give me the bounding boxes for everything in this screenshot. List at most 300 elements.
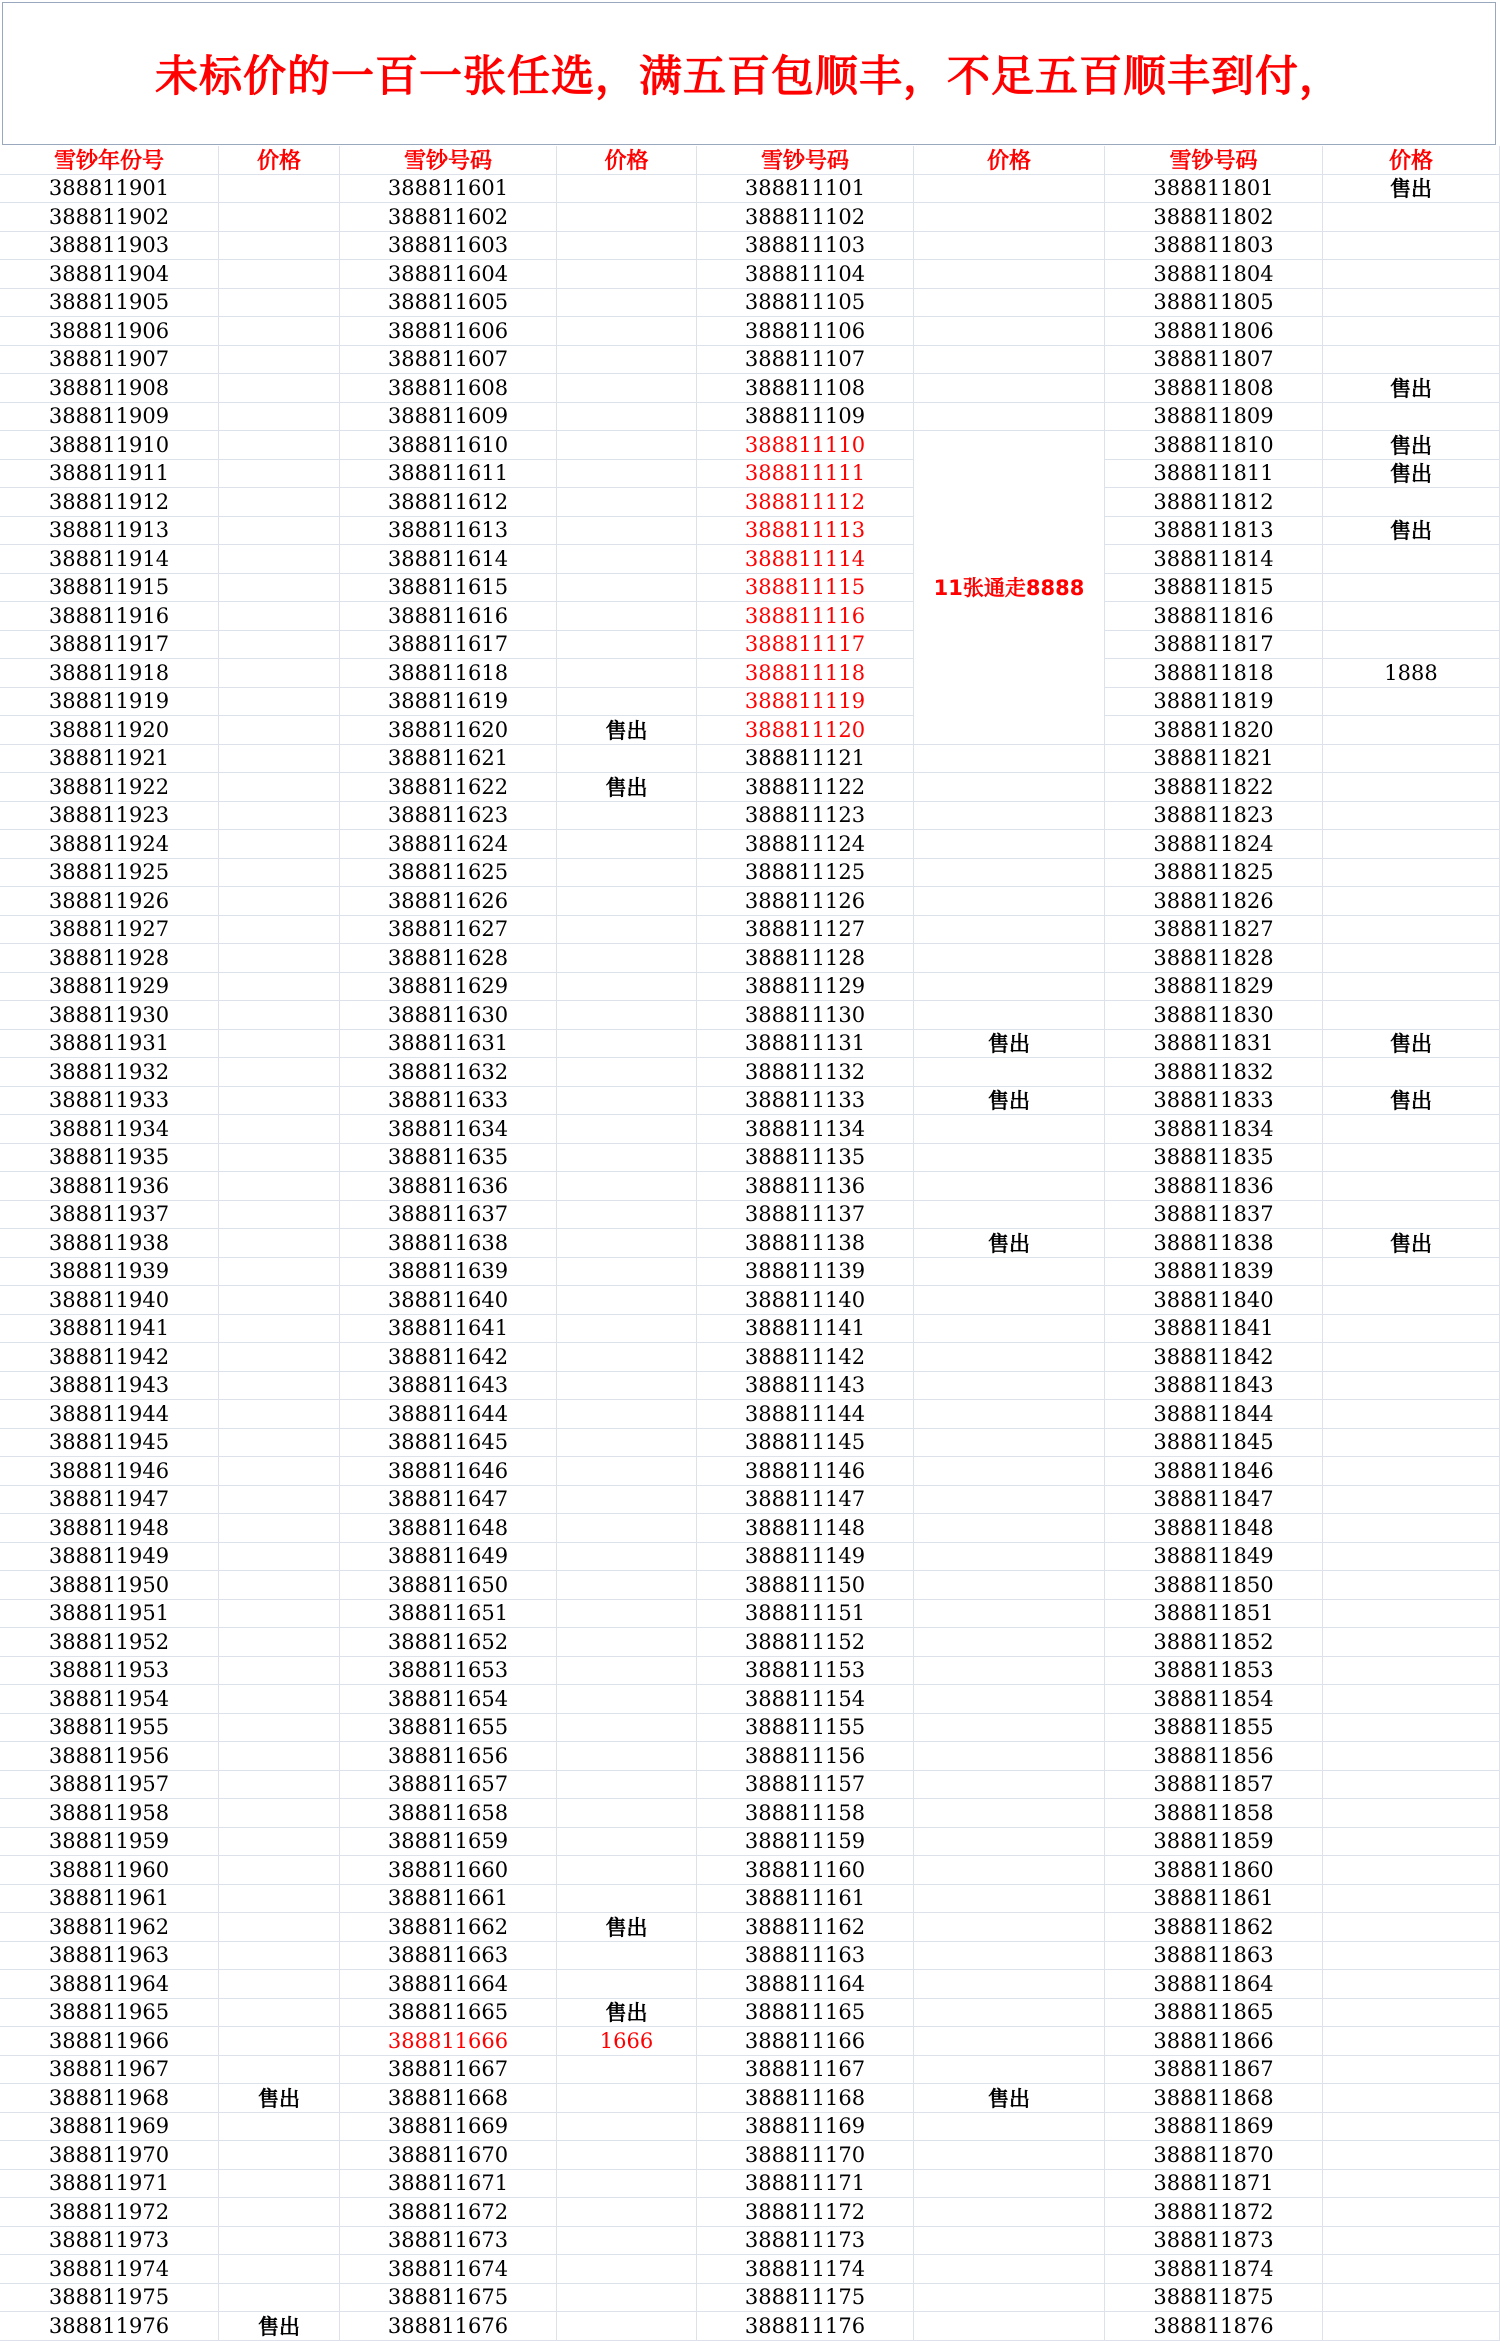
- cell-price: [914, 1685, 1105, 1714]
- cell-price: [557, 1828, 697, 1857]
- cell-price: [219, 1856, 340, 1885]
- cell-note-number: 388811167: [697, 2056, 914, 2085]
- table-row: [0, 346, 1500, 375]
- cell-year-code: 388811963: [0, 1942, 219, 1971]
- cell-note-number: 388811652: [340, 1628, 557, 1657]
- cell-note-number: 388811871: [1105, 2170, 1323, 2199]
- table-row: [0, 2227, 1500, 2256]
- table-row: [0, 1400, 1500, 1429]
- cell-price: [219, 1685, 340, 1714]
- cell-price: [219, 1799, 340, 1828]
- cell-price: [557, 1486, 697, 1515]
- cell-year-code: 388811936: [0, 1172, 219, 1201]
- cell-price: [219, 602, 340, 631]
- cell-price: [914, 2056, 1105, 2085]
- cell-price: [1323, 1429, 1500, 1458]
- cell-price: [914, 289, 1105, 318]
- cell-price: [219, 574, 340, 603]
- cell-note-number: 388811602: [340, 203, 557, 232]
- cell-year-code: 388811911: [0, 460, 219, 489]
- cell-note-number: 388811117: [697, 631, 914, 660]
- cell-note-number: 388811165: [697, 1999, 914, 2028]
- cell-note-number: 388811861: [1105, 1885, 1323, 1914]
- cell-note-number: 388811158: [697, 1799, 914, 1828]
- cell-note-number: 388811123: [697, 802, 914, 831]
- table-row: [0, 1999, 1500, 2028]
- cell-note-number: 388811875: [1105, 2284, 1323, 2313]
- cell-year-code: 388811964: [0, 1970, 219, 1999]
- cell-year-code: 388811929: [0, 973, 219, 1002]
- cell-note-number: 388811173: [697, 2227, 914, 2256]
- cell-price: [914, 2312, 1105, 2341]
- table-row: [0, 2312, 1500, 2341]
- table-row: [0, 1172, 1500, 1201]
- cell-note-number: 388811817: [1105, 631, 1323, 660]
- cell-price: [1323, 1657, 1500, 1686]
- table-row: [0, 1685, 1500, 1714]
- cell-year-code: 388811931: [0, 1030, 219, 1059]
- cell-price: [219, 773, 340, 802]
- cell-note-number: 388811113: [697, 517, 914, 546]
- cell-price: [1323, 1514, 1500, 1543]
- cell-note-number: 388811860: [1105, 1856, 1323, 1885]
- cell-note-number: 388811604: [340, 260, 557, 289]
- cell-year-code: 388811944: [0, 1400, 219, 1429]
- cell-price: [219, 403, 340, 432]
- cell-note-number: 388811857: [1105, 1771, 1323, 1800]
- table-row: [0, 1600, 1500, 1629]
- cell-note-number: 388811134: [697, 1115, 914, 1144]
- cell-note-number: 388811669: [340, 2113, 557, 2142]
- cell-price: [219, 2170, 340, 2199]
- cell-note-number: 388811649: [340, 1543, 557, 1572]
- cell-note-number: 388811125: [697, 859, 914, 888]
- cell-price: [557, 1286, 697, 1315]
- cell-note-number: 388811128: [697, 944, 914, 973]
- cell-price: [914, 1201, 1105, 1230]
- cell-note-number: 388811858: [1105, 1799, 1323, 1828]
- cell-note-number: 388811140: [697, 1286, 914, 1315]
- cell-price: [914, 2284, 1105, 2313]
- cell-note-number: 388811614: [340, 545, 557, 574]
- cell-price: [557, 203, 697, 232]
- cell-price: 售出: [1323, 1030, 1500, 1059]
- header-price: 价格: [914, 146, 1105, 175]
- cell-note-number: 388811647: [340, 1486, 557, 1515]
- table-row: [0, 574, 1500, 603]
- cell-note-number: 388811112: [697, 488, 914, 517]
- cell-price: [1323, 2027, 1500, 2056]
- cell-price: [914, 346, 1105, 375]
- cell-note-number: 388811845: [1105, 1429, 1323, 1458]
- cell-note-number: 388811658: [340, 1799, 557, 1828]
- cell-note-number: 388811643: [340, 1372, 557, 1401]
- cell-price: [219, 1885, 340, 1914]
- cell-price: [219, 830, 340, 859]
- cell-note-number: 388811851: [1105, 1600, 1323, 1629]
- cell-price: [914, 232, 1105, 261]
- cell-price: [914, 175, 1105, 204]
- cell-price: [219, 973, 340, 1002]
- cell-note-number: 388811625: [340, 859, 557, 888]
- cell-price: [1323, 2170, 1500, 2199]
- cell-note-number: 388811850: [1105, 1571, 1323, 1600]
- cell-note-number: 388811837: [1105, 1201, 1323, 1230]
- cell-price: [914, 260, 1105, 289]
- cell-price: [1323, 1001, 1500, 1030]
- cell-note-number: 388811864: [1105, 1970, 1323, 1999]
- cell-price: [219, 1657, 340, 1686]
- cell-price: 售出: [219, 2084, 340, 2113]
- cell-note-number: 388811867: [1105, 2056, 1323, 2085]
- table-row: [0, 916, 1500, 945]
- cell-year-code: 388811908: [0, 374, 219, 403]
- cell-note-number: 388811155: [697, 1714, 914, 1743]
- table-row: [0, 2113, 1500, 2142]
- cell-price: [219, 1913, 340, 1942]
- cell-price: [219, 1286, 340, 1315]
- cell-note-number: 388811651: [340, 1600, 557, 1629]
- cell-year-code: 388811966: [0, 2027, 219, 2056]
- table-row: [0, 232, 1500, 261]
- cell-price: [219, 745, 340, 774]
- cell-note-number: 388811622: [340, 773, 557, 802]
- header-note-number: 雪钞号码: [697, 146, 914, 175]
- cell-year-code: 388811958: [0, 1799, 219, 1828]
- table-row: [0, 830, 1500, 859]
- table-row: [0, 2198, 1500, 2227]
- cell-price: [914, 1913, 1105, 1942]
- cell-note-number: 388811836: [1105, 1172, 1323, 1201]
- cell-year-code: 388811940: [0, 1286, 219, 1315]
- cell-price: [557, 2113, 697, 2142]
- cell-price: [557, 488, 697, 517]
- cell-price: [219, 1970, 340, 1999]
- cell-price: [219, 631, 340, 660]
- cell-note-number: 388811855: [1105, 1714, 1323, 1743]
- cell-year-code: 388811923: [0, 802, 219, 831]
- cell-price: [557, 460, 697, 489]
- cell-price: 售出: [1323, 1087, 1500, 1116]
- cell-price: [1323, 1258, 1500, 1287]
- cell-note-number: 388811843: [1105, 1372, 1323, 1401]
- cell-price: 售出: [1323, 517, 1500, 546]
- cell-year-code: 388811952: [0, 1628, 219, 1657]
- cell-note-number: 388811854: [1105, 1685, 1323, 1714]
- cell-price: [1323, 2198, 1500, 2227]
- cell-price: [914, 944, 1105, 973]
- cell-note-number: 388811839: [1105, 1258, 1323, 1287]
- cell-price: [219, 916, 340, 945]
- cell-price: [914, 745, 1105, 774]
- cell-price: [1323, 1172, 1500, 1201]
- table-row: [0, 1030, 1500, 1059]
- cell-note-number: 388811660: [340, 1856, 557, 1885]
- cell-note-number: 388811172: [697, 2198, 914, 2227]
- cell-price: [1323, 745, 1500, 774]
- table-row: [0, 1514, 1500, 1543]
- cell-price: [219, 1429, 340, 1458]
- cell-year-code: 388811945: [0, 1429, 219, 1458]
- cell-price: [1323, 1742, 1500, 1771]
- cell-price: [557, 1258, 697, 1287]
- cell-price: [219, 517, 340, 546]
- cell-price: [1323, 545, 1500, 574]
- cell-year-code: 388811903: [0, 232, 219, 261]
- cell-note-number: 388811657: [340, 1771, 557, 1800]
- cell-price: [557, 1457, 697, 1486]
- cell-note-number: 388811874: [1105, 2255, 1323, 2284]
- table-row: [0, 1429, 1500, 1458]
- cell-price: [914, 2255, 1105, 2284]
- cell-note-number: 388811156: [697, 1742, 914, 1771]
- cell-note-number: 388811628: [340, 944, 557, 973]
- cell-price: [219, 688, 340, 717]
- cell-year-code: 388811949: [0, 1543, 219, 1572]
- cell-note-number: 388811162: [697, 1913, 914, 1942]
- cell-price: 1888: [1323, 659, 1500, 688]
- cell-note-number: 388811827: [1105, 916, 1323, 945]
- cell-price: 售出: [557, 773, 697, 802]
- cell-note-number: 388811869: [1105, 2113, 1323, 2142]
- table-row: [0, 973, 1500, 1002]
- cell-note-number: 388811141: [697, 1315, 914, 1344]
- cell-note-number: 388811868: [1105, 2084, 1323, 2113]
- cell-price: [914, 1885, 1105, 1914]
- cell-price: [1323, 1486, 1500, 1515]
- cell-price: [1323, 1400, 1500, 1429]
- table-row: [0, 374, 1500, 403]
- cell-note-number: 388811627: [340, 916, 557, 945]
- cell-note-number: 388811144: [697, 1400, 914, 1429]
- cell-note-number: 388811807: [1105, 346, 1323, 375]
- cell-price: [219, 1771, 340, 1800]
- cell-note-number: 388811126: [697, 887, 914, 916]
- table-row: [0, 688, 1500, 717]
- cell-price: [1323, 2141, 1500, 2170]
- cell-price: [914, 2227, 1105, 2256]
- cell-note-number: 388811852: [1105, 1628, 1323, 1657]
- cell-price: [219, 887, 340, 916]
- cell-note-number: 388811668: [340, 2084, 557, 2113]
- cell-note-number: 388811654: [340, 1685, 557, 1714]
- cell-note-number: 388811650: [340, 1571, 557, 1600]
- cell-note-number: 388811115: [697, 574, 914, 603]
- table-row: [0, 944, 1500, 973]
- cell-year-code: 388811904: [0, 260, 219, 289]
- cell-note-number: 388811826: [1105, 887, 1323, 916]
- cell-note-number: 388811813: [1105, 517, 1323, 546]
- cell-note-number: 388811823: [1105, 802, 1323, 831]
- table-row: [0, 1343, 1500, 1372]
- cell-price: [1323, 1144, 1500, 1173]
- cell-year-code: 388811921: [0, 745, 219, 774]
- cell-price: 售出: [1323, 374, 1500, 403]
- cell-note-number: 388811133: [697, 1087, 914, 1116]
- cell-price: [219, 2227, 340, 2256]
- cell-price: [557, 659, 697, 688]
- table-row: [0, 1372, 1500, 1401]
- cell-price: [914, 1172, 1105, 1201]
- cell-note-number: 388811105: [697, 289, 914, 318]
- cell-price: [219, 1315, 340, 1344]
- cell-year-code: 388811970: [0, 2141, 219, 2170]
- cell-note-number: 388811157: [697, 1771, 914, 1800]
- cell-note-number: 388811821: [1105, 745, 1323, 774]
- cell-year-code: 388811976: [0, 2312, 219, 2341]
- cell-note-number: 388811863: [1105, 1942, 1323, 1971]
- cell-price: [914, 2141, 1105, 2170]
- cell-price: [914, 1429, 1105, 1458]
- cell-year-code: 388811927: [0, 916, 219, 945]
- cell-price: [1323, 1201, 1500, 1230]
- cell-price: [1323, 773, 1500, 802]
- cell-year-code: 388811951: [0, 1600, 219, 1629]
- cell-note-number: 388811122: [697, 773, 914, 802]
- cell-price: [219, 1372, 340, 1401]
- cell-note-number: 388811132: [697, 1058, 914, 1087]
- table-row: [0, 1970, 1500, 1999]
- cell-price: [1323, 203, 1500, 232]
- cell-price: [1323, 2284, 1500, 2313]
- cell-price: [557, 232, 697, 261]
- cell-price: [914, 1628, 1105, 1657]
- cell-note-number: 388811160: [697, 1856, 914, 1885]
- cell-price: [557, 745, 697, 774]
- table-row: [0, 1913, 1500, 1942]
- cell-price: [1323, 488, 1500, 517]
- cell-price: [219, 374, 340, 403]
- cell-price: [219, 1343, 340, 1372]
- cell-note-number: 388811876: [1105, 2312, 1323, 2341]
- header-note-number: 雪钞号码: [340, 146, 557, 175]
- cell-year-code: 388811918: [0, 659, 219, 688]
- table-row: [0, 887, 1500, 916]
- cell-note-number: 388811642: [340, 1343, 557, 1372]
- cell-note-number: 388811824: [1105, 830, 1323, 859]
- cell-note-number: 388811131: [697, 1030, 914, 1059]
- table-row: [0, 745, 1500, 774]
- cell-price: [1323, 1999, 1500, 2028]
- cell-price: [557, 1201, 697, 1230]
- cell-year-code: 388811960: [0, 1856, 219, 1885]
- cell-note-number: 388811119: [697, 688, 914, 717]
- cell-price: 售出: [914, 2084, 1105, 2113]
- cell-price: [557, 1343, 697, 1372]
- cell-note-number: 388811124: [697, 830, 914, 859]
- cell-note-number: 388811816: [1105, 602, 1323, 631]
- cell-note-number: 388811135: [697, 1144, 914, 1173]
- table-row: [0, 1286, 1500, 1315]
- cell-note-number: 388811116: [697, 602, 914, 631]
- cell-price: [914, 887, 1105, 916]
- cell-note-number: 388811616: [340, 602, 557, 631]
- cell-price: [914, 1999, 1105, 2028]
- cell-year-code: 388811967: [0, 2056, 219, 2085]
- table-row: [0, 1828, 1500, 1857]
- cell-note-number: 388811809: [1105, 403, 1323, 432]
- cell-note-number: 388811661: [340, 1885, 557, 1914]
- cell-price: [557, 545, 697, 574]
- cell-price: [557, 1400, 697, 1429]
- cell-price: [557, 688, 697, 717]
- cell-year-code: 388811928: [0, 944, 219, 973]
- cell-price: [1323, 1628, 1500, 1657]
- cell-price: [914, 1942, 1105, 1971]
- cell-note-number: 388811662: [340, 1913, 557, 1942]
- cell-price: [1323, 916, 1500, 945]
- cell-year-code: 388811902: [0, 203, 219, 232]
- cell-note-number: 388811640: [340, 1286, 557, 1315]
- cell-price: [914, 1058, 1105, 1087]
- cell-price: [219, 1201, 340, 1230]
- cell-note-number: 388811171: [697, 2170, 914, 2199]
- cell-price: [557, 1543, 697, 1572]
- cell-price: [557, 602, 697, 631]
- cell-note-number: 388811169: [697, 2113, 914, 2142]
- cell-price: [557, 431, 697, 460]
- cell-note-number: 388811811: [1105, 460, 1323, 489]
- cell-note-number: 388811601: [340, 175, 557, 204]
- cell-price: [557, 1030, 697, 1059]
- table-row: [0, 2027, 1500, 2056]
- cell-note-number: 388811605: [340, 289, 557, 318]
- cell-price: [557, 317, 697, 346]
- table-row: [0, 1001, 1500, 1030]
- cell-price: [914, 916, 1105, 945]
- cell-price: [1323, 346, 1500, 375]
- cell-price: [219, 431, 340, 460]
- cell-note-number: 388811842: [1105, 1343, 1323, 1372]
- cell-price: [219, 1457, 340, 1486]
- cell-note-number: 388811149: [697, 1543, 914, 1572]
- cell-price: [219, 1115, 340, 1144]
- cell-note-number: 388811656: [340, 1742, 557, 1771]
- cell-price: 售出: [1323, 175, 1500, 204]
- cell-year-code: 388811935: [0, 1144, 219, 1173]
- cell-price: [1323, 2312, 1500, 2341]
- cell-year-code: 388811947: [0, 1486, 219, 1515]
- cell-note-number: 388811612: [340, 488, 557, 517]
- table-row: [0, 2284, 1500, 2313]
- cell-price: [219, 1229, 340, 1258]
- cell-year-code: 388811907: [0, 346, 219, 375]
- sheet-title: 未标价的一百一张任选，满五百包顺丰，不足五百顺丰到付，: [2, 2, 1496, 145]
- cell-price: [557, 2170, 697, 2199]
- cell-note-number: 388811849: [1105, 1543, 1323, 1572]
- cell-price: [557, 2141, 697, 2170]
- cell-price: [1323, 1457, 1500, 1486]
- cell-price: [914, 1457, 1105, 1486]
- cell-price: [914, 1856, 1105, 1885]
- cell-price: [557, 1970, 697, 1999]
- cell-price: [557, 1628, 697, 1657]
- cell-price: [914, 1543, 1105, 1572]
- table-row: [0, 431, 1500, 460]
- cell-price: [1323, 859, 1500, 888]
- cell-note-number: 388811142: [697, 1343, 914, 1372]
- cell-price: [914, 1514, 1105, 1543]
- table-row: [0, 1258, 1500, 1287]
- cell-note-number: 388811170: [697, 2141, 914, 2170]
- cell-price: [1323, 602, 1500, 631]
- cell-price: [914, 1400, 1105, 1429]
- cell-price: [557, 1087, 697, 1116]
- cell-price: [1323, 830, 1500, 859]
- cell-note-number: 388811147: [697, 1486, 914, 1515]
- cell-price: [557, 802, 697, 831]
- cell-year-code: 388811946: [0, 1457, 219, 1486]
